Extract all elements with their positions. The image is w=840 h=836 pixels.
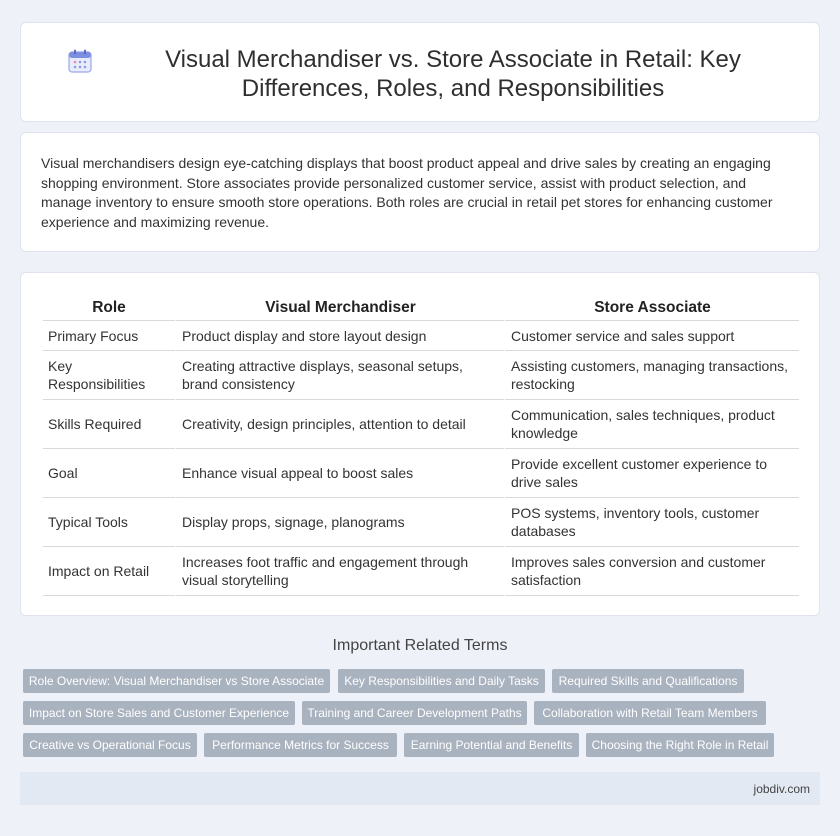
- related-term-tag[interactable]: Performance Metrics for Success: [204, 733, 397, 757]
- footer: [20, 772, 820, 805]
- table-cell: Assisting customers, managing transactions, restocking: [504, 351, 799, 400]
- page-title: Visual Merchandiser vs. Store Associate in Retail: Key Differences, Roles, and Responsibilities: [165, 46, 741, 102]
- table-cell: Customer service and sales support: [504, 321, 799, 351]
- table-cell: Communication, sales techniques, product knowledge: [504, 400, 799, 449]
- related-terms-heading: Important Related Terms: [332, 637, 508, 654]
- related-term-tag[interactable]: Role Overview: Visual Merchandiser vs Store Associate: [23, 669, 330, 693]
- table-cell: Increases foot traffic and engagement through visual storytelling: [175, 547, 504, 596]
- title-card: [20, 22, 820, 122]
- table-cell: Product display and store layout design: [175, 321, 504, 351]
- table-row: [43, 351, 799, 400]
- table-row: [43, 449, 799, 498]
- table-cell: Improves sales conversion and customer satisfaction: [504, 547, 799, 596]
- site-link[interactable]: jobdiv.com: [753, 782, 810, 796]
- row-label: Goal: [43, 449, 175, 498]
- comparison-table: [43, 294, 799, 596]
- row-label: Key Responsibilities: [43, 351, 175, 400]
- intro-text: Visual merchandisers design eye-catching displays that boost product appeal and drive sales by creating an engaging shopping environment. Store associates provide personalized customer service, assist with product selection, and manage inventory to ensure smooth store operations. Both roles are crucial in retail pet stores for enhancing customer experience and maximizing revenue.: [41, 155, 773, 230]
- calendar-icon: [67, 48, 93, 74]
- related-term-tag[interactable]: Required Skills and Qualifications: [552, 669, 744, 693]
- table-header-row: [43, 294, 799, 321]
- table-cell: Display props, signage, planograms: [175, 498, 504, 547]
- row-label: Primary Focus: [43, 321, 175, 351]
- table-row: [43, 400, 799, 449]
- table-row: [43, 547, 799, 596]
- column-header: Visual Merchandiser: [175, 294, 504, 321]
- table-row: [43, 321, 799, 351]
- related-term-tag[interactable]: Earning Potential and Benefits: [404, 733, 579, 757]
- related-term-tag[interactable]: Training and Career Development Paths: [302, 701, 527, 725]
- row-label: Skills Required: [43, 400, 175, 449]
- table-cell: Creating attractive displays, seasonal setups, brand consistency: [175, 351, 504, 400]
- table-cell: Creativity, design principles, attention to detail: [175, 400, 504, 449]
- column-header: Store Associate: [504, 294, 799, 321]
- comparison-card: [20, 272, 820, 616]
- intro-card: [20, 132, 820, 252]
- related-term-tag[interactable]: Creative vs Operational Focus: [23, 733, 197, 757]
- row-label: Typical Tools: [43, 498, 175, 547]
- table-cell: Provide excellent customer experience to drive sales: [504, 449, 799, 498]
- related-term-tag[interactable]: Collaboration with Retail Team Members: [534, 701, 766, 725]
- table-row: [43, 498, 799, 547]
- related-term-tag[interactable]: Choosing the Right Role in Retail: [586, 733, 774, 757]
- column-header: Role: [43, 294, 175, 321]
- related-term-tag[interactable]: Key Responsibilities and Daily Tasks: [338, 669, 545, 693]
- table-cell: POS systems, inventory tools, customer databases: [504, 498, 799, 547]
- row-label: Impact on Retail: [43, 547, 175, 596]
- table-cell: Enhance visual appeal to boost sales: [175, 449, 504, 498]
- related-term-tag[interactable]: Impact on Store Sales and Customer Experience: [23, 701, 295, 725]
